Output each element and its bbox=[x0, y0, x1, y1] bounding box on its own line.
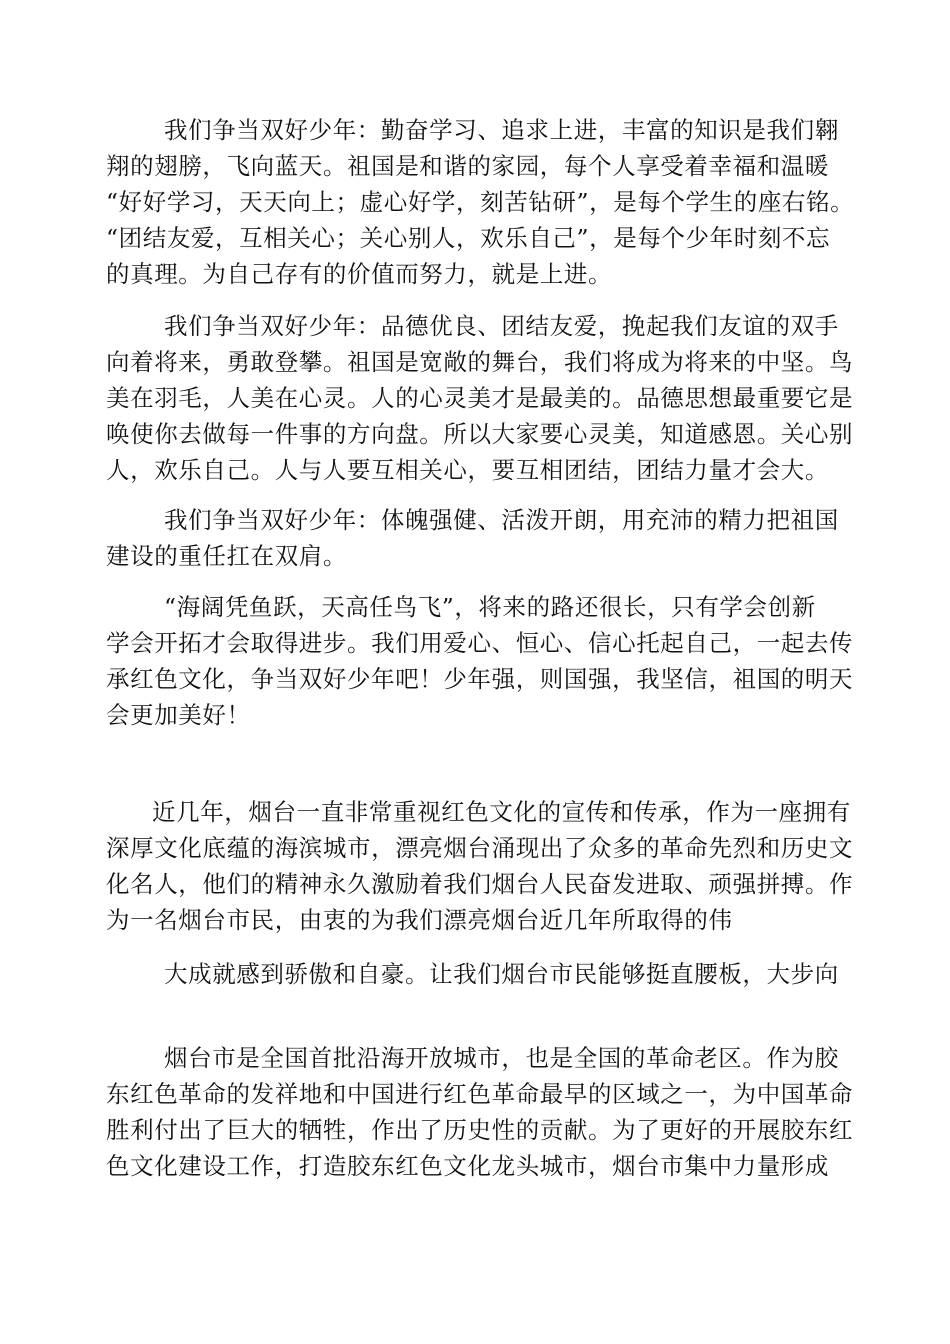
text-line: 色文化建设工作，打造胶东红色文化龙头城市，烟台市集中力量形成 bbox=[106, 1152, 829, 1180]
text-line: 近几年，烟台一直非常重视红色文化的宣传和传承，作为一座拥有 bbox=[152, 798, 851, 826]
text-line: 建设的重任扛在双肩。 bbox=[106, 542, 347, 570]
text-line: 唤使你去做每一件事的方向盘。所以大家要心灵美，知道感恩。关心别 bbox=[106, 420, 854, 448]
text-line: 我们争当双好少年：勤奋学习、追求上进，丰富的知识是我们翱 bbox=[164, 116, 839, 144]
text-line: 为一名烟台市民，由衷的为我们漂亮烟台近几年所取得的伟 bbox=[106, 906, 733, 934]
text-line: 我们争当双好少年：体魄强健、活泼开朗，用充沛的精力把祖国 bbox=[164, 506, 839, 534]
text-line: “团结友爱，互相关心；关心别人，欢乐自己”，是每个少年时刻不忘 bbox=[106, 224, 831, 252]
text-line: 人，欢乐自己。人与人要互相关心，要互相团结，团结力量才会大。 bbox=[106, 456, 829, 484]
text-line: 承红色文化，争当双好少年吧！少年强，则国强，我坚信，祖国的明天 bbox=[106, 665, 854, 693]
text-line: “海阔凭鱼跃，天高任鸟飞”，将来的路还很长，只有学会创新 bbox=[164, 593, 816, 621]
text-line: 美在羽毛，人美在心灵。人的心灵美才是最美的。品德思想最重要它是 bbox=[106, 384, 854, 412]
text-line: 翔的翅膀，飞向蓝天。祖国是和谐的家园，每个人享受着幸福和温暖 bbox=[106, 152, 829, 180]
text-line: 深厚文化底蕴的海滨城市，漂亮烟台涌现出了众多的革命先烈和历史文 bbox=[106, 834, 854, 862]
text-line: 会更加美好！ bbox=[106, 701, 251, 729]
text-line: 我们争当双好少年：品德优良、团结友爱，挽起我们友谊的双手 bbox=[164, 312, 839, 340]
text-line: 向着将来，勇敢登攀。祖国是宽敞的舞台，我们将成为将来的中坚。鸟 bbox=[106, 348, 854, 376]
text-line: 东红色革命的发祥地和中国进行红色革命最早的区域之一，为中国革命 bbox=[106, 1080, 854, 1108]
text-line: 化名人，他们的精神永久激励着我们烟台人民奋发进取、顽强拼搏。作 bbox=[106, 870, 854, 898]
text-line: 大成就感到骄傲和自豪。让我们烟台市民能够挺直腰板，大步向 bbox=[164, 960, 839, 988]
text-line: 的真理。为自己存有的价值而努力，就是上进。 bbox=[106, 260, 613, 288]
text-line: 胜利付出了巨大的牺牲，作出了历史性的贡献。为了更好的开展胶东红 bbox=[106, 1116, 854, 1144]
text-line: 烟台市是全国首批沿海开放城市，也是全国的革命老区。作为胶 bbox=[164, 1044, 839, 1072]
text-line: “好好学习，天天向上；虚心好学，刻苦钻研”，是每个学生的座右铭。 bbox=[106, 188, 855, 216]
text-line: 学会开拓才会取得进步。我们用爱心、恒心、信心托起自己，一起去传 bbox=[106, 629, 854, 657]
